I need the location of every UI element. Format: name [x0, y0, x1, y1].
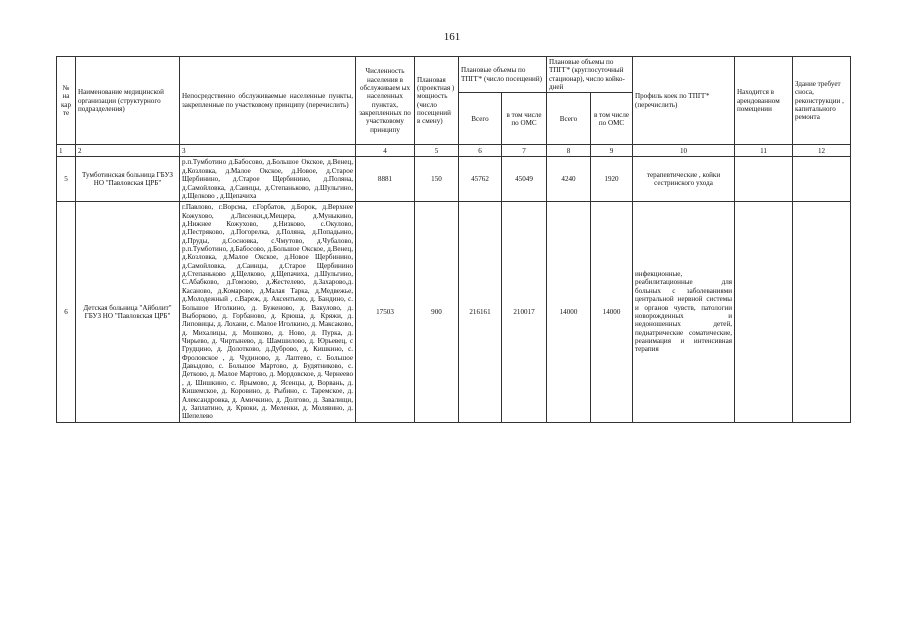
column-number: 11	[735, 145, 793, 157]
register-table	[56, 56, 851, 423]
header-bed-days-oms: в том числе по ОМС	[591, 93, 633, 145]
bed-days-oms-value: 14000	[591, 202, 633, 422]
visits-total-value: 216161	[459, 202, 502, 422]
column-number: 8	[547, 145, 591, 157]
column-number: 6	[459, 145, 502, 157]
header-visits-total: Всего	[459, 93, 502, 145]
column-number: 1	[57, 145, 76, 157]
column-number: 4	[356, 145, 415, 157]
header-settlements: Непосредственно обслуживаемые населенные пункты, закрепленные по участковому принципу (перечислить)	[180, 57, 356, 145]
header-planned-visits: Плановые объемы по ТПГГ* (число посещений)	[459, 57, 547, 93]
bed-days-total-value: 14000	[547, 202, 591, 422]
bed-profile-value: терапевтические , койки сестринского ухода	[633, 157, 735, 202]
header-visits-oms: в том числе по ОМС	[502, 93, 547, 145]
visits-total-value: 45762	[459, 157, 502, 202]
header-bed-profile: Профиль коек по ТПГГ* (перечислить)	[633, 57, 735, 145]
settlements-list: г.Павлово, г.Ворсма, г.Горбатов, д.Борок, д.Верхнее Кожухово, д.Лисенки,д.Мещера, д.Муныкино, д.Нижнее Кожухово, д.Низково, с.Окулово, д.Пестряково, д.Погорелка, д.Поляна, д.Попадьино, д.Пруды, д.Сосновка, с.Чмутово, д.Чубалово, р.п.Тумботино, д.Бабосово, д.Большое Окское, д.Венец, д.Козловка, д.Малое Окское, д.Новое Щербинино, д.Самойловка, д.Саинцы, д.Старое Щербинино д.Степаньково д.Щелково, д.Щепачиха, д.Шульгино, С.Абабково, д.Гомзово, д.Жестелево, д.Захарово,д. Касаново, д.Комарово, д.Малая Тарка, д.Медвежье, д.Молодежный , с.Вареж, д. Аксентьево, д. Бандино, с. Большое Иголкино, д. Буженово, д. Вакулово, д. Выборково, д. Горбаново, д. Крюша, д. Кряжи, д. Липовицы, д. Лохани, с. Малое Иголкино, д. Максаково, д. Михалицы, д. Мошково, д. Ново, д. Пурка, д. Чирьево, д. Чиртынево, д. Шамшилово, д. Юрьевец, с Грудцино, д. Долотково, д.Дуброво, д. Кишкино, с. Фроловское , д. Чудиново, д. Лаптево, с. Большое Давыдово, с. Большое Мартово, д. Будятниково, с. Детково, д. Малое Мартово, д. Мордовское, д. Чернеево , д. Шишкино, с. Ярымово, д. Ясенцы, д. Ворвань, д. Кишемское, д. Коровино, д. Рыбино, с. Таремское, д. Александровка, д. Амичкино, д. Долгово, д. Завалищи, д. Заплатино, д. Крюки, д. Меленки, д. Молявино, д. Шепелево	[180, 202, 356, 422]
row-number: 5	[57, 157, 76, 202]
rented-value	[735, 202, 793, 422]
column-number: 7	[502, 145, 547, 157]
renovation-value	[793, 157, 851, 202]
header-row-1	[57, 57, 851, 93]
header-rented: Находится в арендованном помещении	[735, 57, 793, 145]
header-planned-bed-days: Плановые объемы по ТПГГ* (круглосуточный стационар), число койко-дней	[547, 57, 633, 93]
organization-name: Тумботинская больница ГБУЗ НО "Павловская ЦРБ"	[76, 157, 180, 202]
header-renovation: Здание требует сноса, реконструкции , капитального ремонта	[793, 57, 851, 145]
header-organization: Наименование медицинской организации (структурного подразделения)	[76, 57, 180, 145]
renovation-value	[793, 202, 851, 422]
capacity-value: 150	[415, 157, 459, 202]
column-number-row	[57, 145, 851, 157]
header-bed-days-total: Всего	[547, 93, 591, 145]
column-number: 3	[180, 145, 356, 157]
capacity-value: 900	[415, 202, 459, 422]
rented-value	[735, 157, 793, 202]
bed-days-total-value: 4240	[547, 157, 591, 202]
header-card-number: № на кар те	[57, 57, 76, 145]
bed-days-oms-value: 1920	[591, 157, 633, 202]
visits-oms-value: 210017	[502, 202, 547, 422]
page-number: 161	[443, 31, 461, 43]
population-value: 17503	[356, 202, 415, 422]
visits-oms-value: 45049	[502, 157, 547, 202]
column-number: 12	[793, 145, 851, 157]
column-number: 9	[591, 145, 633, 157]
row-number: 6	[57, 202, 76, 422]
header-capacity: Плановая (проектная ) мощность (число посещений в смену)	[415, 57, 459, 145]
column-number: 5	[415, 145, 459, 157]
bed-profile-value: инфекционные, реабилитационные для больных с заболеваниями центральной нервной системы и органов чувств, патологии новорожденных и недоношенных детей, педиатрические соматические, реанимация и интенсивная терапия	[633, 202, 735, 422]
population-value: 8881	[356, 157, 415, 202]
header-population: Численность населения в обслуживаем ых населенных пунктах, закрепленных по участковому принципу	[356, 57, 415, 145]
table-row	[57, 157, 851, 202]
column-number: 2	[76, 145, 180, 157]
column-number: 10	[633, 145, 735, 157]
table-row	[57, 202, 851, 422]
organization-name: Детская больница "Айболит" ГБУЗ НО "Павловская ЦРБ"	[76, 202, 180, 422]
settlements-list: р.п.Тумботино д.Бабосово, д.Большое Окское, д.Венец, д.Козловка, д.Малое Окское, д.Новое, д.Старое Щербинино, д.Старое Щербинино, д.Поляна, д.Самойловка, д.Саинцы, д.Степаньково, д.Шульгино, д.Щелково , д.Щепачиха	[180, 157, 356, 202]
